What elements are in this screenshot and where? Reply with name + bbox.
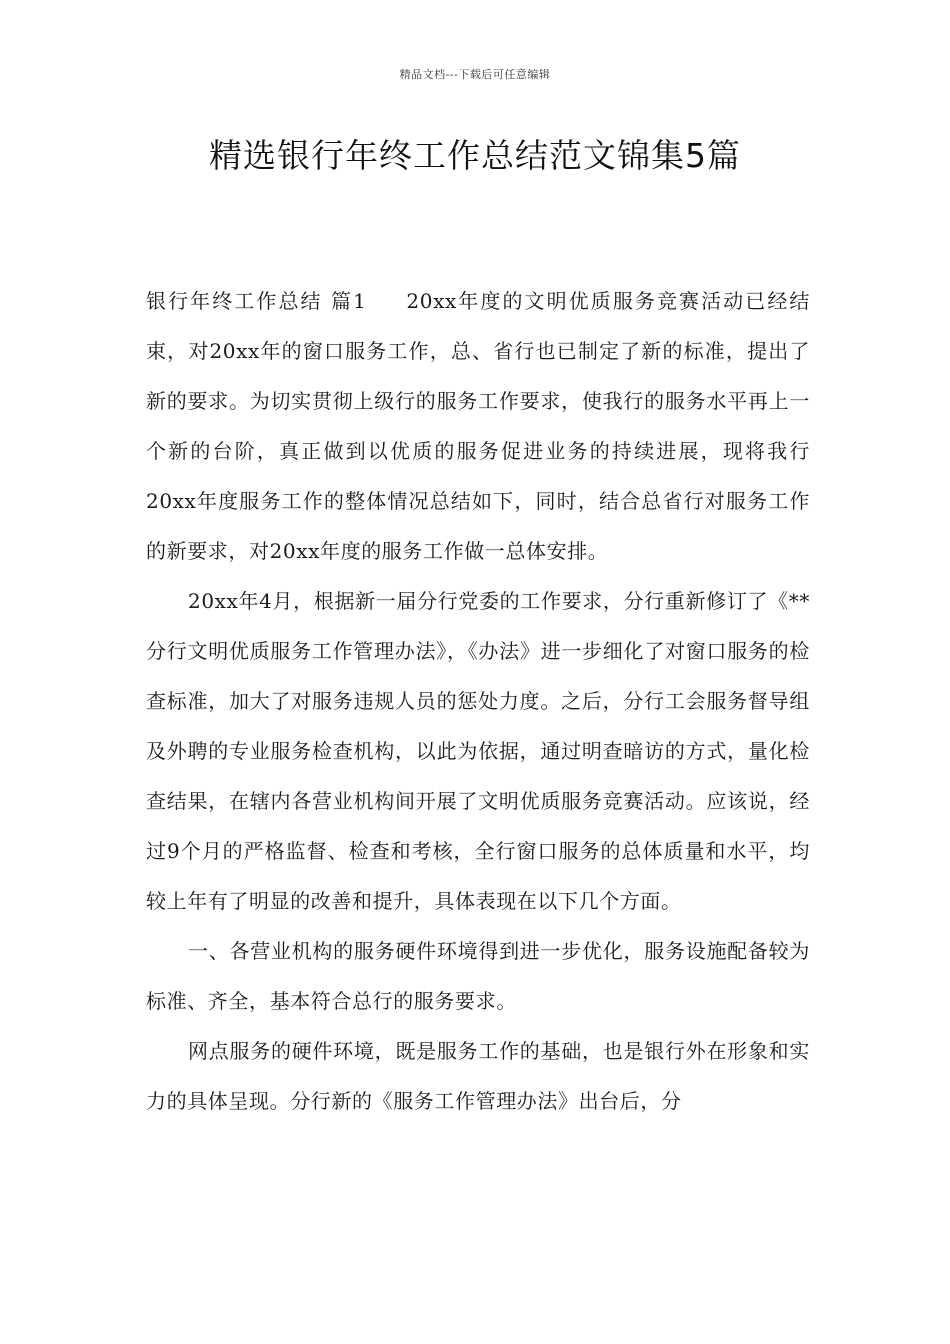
paragraph-4: 网点服务的硬件环境，既是服务工作的基础，也是银行外在形象和实力的具体呈现。分行新的《服务工作管理办法》出台后，分 <box>146 1039 810 1113</box>
header-note: 精品文档---下载后可任意编辑 <box>399 68 551 81</box>
paragraph-1 <box>146 276 810 576</box>
page-title: 精选银行年终工作总结范文锦集5篇 <box>209 136 741 175</box>
paragraph-3: 一、各营业机构的服务硬件环境得到进一步优化，服务设施配备较为标准、齐全，基本符合总行的服务要求。 <box>146 939 810 1013</box>
document-body <box>146 276 810 1126</box>
paragraph-2: 20xx年4月，根据新一届分行党委的工作要求，分行重新修订了《**分行文明优质服务工作管理办法》，《办法》进一步细化了对窗口服务的检查标准，加大了对服务违规人员的惩处力度。之后，分行工会服务督导组及外聘的专业服务检查机构，以此为依据，通过明查暗访的方式，量化检查结果，在辖内各营业机构间开展了文明优质服务竞赛活动。应该说，经过9个月的严格监督、检查和考核，全行窗口服务的总体质量和水平，均较上年有了明显的改善和提升，具体表现在以下几个方面。 <box>146 589 810 913</box>
paragraph-1-text: 20xx年度的文明优质服务竞赛活动已经结束，对20xx年的窗口服务工作，总、省行也已制定了新的标准，提出了新的要求。为切实贯彻上级行的服务工作要求，使我行的服务水平再上一个新的台阶，真正做到以优质的服务促进业务的持续进展，现将我行20xx年度服务工作的整体情况总结如下，同时，结合总省行对服务工作的新要求，对20xx年度的服务工作做一总体安排。 <box>146 289 810 563</box>
section-label: 银行年终工作总结 篇1 <box>146 289 367 313</box>
